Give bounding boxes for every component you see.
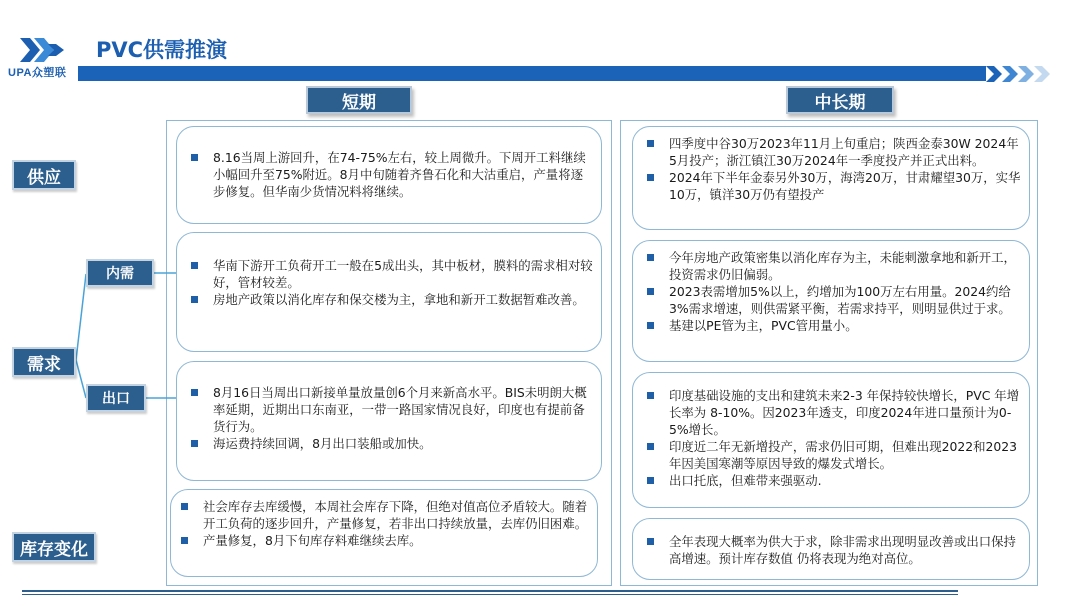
list-item: 社会库存去库缓慢，本周社会库存下降，但绝对值高位矛盾较大。随着开工负荷的逐步回升，产量修复，若非出口持续放量，去库仍旧困难。 (177, 498, 589, 532)
title-underline-bar (78, 66, 986, 81)
list-item: 海运费持续回调，8月出口装船或加快。 (187, 435, 593, 452)
list-item: 四季度中谷30万2023年11月上旬重启；陕西金泰30W 2024年5月投产；浙江镇江30万2024年一季度投产并正式出料。 (643, 135, 1021, 169)
row-label-supply: 供应 (12, 160, 76, 190)
list-item: 印度近二年无新增投产，需求仍旧可期，但难出现2022和2023年因美国寒潮等原因导致的爆发式增长。 (643, 438, 1021, 472)
list-item: 基建以PE管为主，PVC管用量小。 (643, 317, 1021, 334)
long-domestic-card (632, 240, 1030, 362)
list-item: 印度基础设施的支出和建筑未来2-3 年保持较快增长，PVC 年增长率为 8-10%。因2023年透支，印度2024年进口量预计为0-5%增长。 (643, 387, 1021, 438)
long-export-card (632, 372, 1030, 508)
long-inventory-card (632, 518, 1030, 580)
chevron-arrows-icon (984, 64, 1056, 84)
list-item: 2024年下半年金泰另外30万，海湾20万，甘肃耀望30万，实华10万，镇洋30万仍有望投产 (643, 169, 1021, 203)
list-item: 华南下游开工负荷开工一般在5成出头，其中板材，膜料的需求相对较好，管材较差。 (187, 257, 593, 291)
company-logo-icon (18, 34, 68, 66)
long-supply-card (632, 126, 1030, 230)
list-item: 出口托底，但难带来强驱动. (643, 472, 1021, 489)
list-item: 8月16日当周出口新接单量放量创6个月来新高水平。BIS未明朗大概率延期，近期出口东南亚，一带一路国家情况良好，印度也有提前备货行为。 (187, 384, 593, 435)
logo-text: UPA众塑联 (8, 67, 67, 79)
column-header-short-term: 短期 (306, 86, 412, 114)
row-label-demand: 需求 (12, 347, 76, 377)
list-item: 今年房地产政策密集以消化库存为主，未能刺激拿地和新开工，投资需求仍旧偏弱。 (643, 249, 1021, 283)
short-inventory-card (170, 489, 598, 577)
short-supply-card (176, 126, 602, 224)
page-title: PVC供需推演 (96, 38, 228, 62)
row-label-domestic-demand: 内需 (86, 259, 154, 287)
list-item: 产量修复，8月下旬库存料难继续去库。 (177, 532, 589, 549)
column-header-long-term: 中长期 (786, 86, 894, 114)
row-label-inventory: 库存变化 (12, 532, 96, 562)
short-export-card (176, 361, 602, 481)
list-item: 全年表现大概率为供大于求，除非需求出现明显改善或出口保持高增速。预计库存数值 仍将表现为绝对高位。 (643, 533, 1021, 567)
footer-divider-thin (22, 594, 958, 595)
list-item: 房地产政策以消化库存和保交楼为主，拿地和新开工数据暂难改善。 (187, 291, 593, 308)
row-label-export: 出口 (86, 384, 146, 412)
list-item: 8.16当周上游回升，在74-75%左右，较上周微升。下周开工料继续小幅回升至75%附近。8月中旬随着齐鲁石化和大沽重启，产量将逐步修复。但华南少货情况料将继续。 (187, 149, 593, 200)
footer-divider (22, 590, 958, 592)
short-domestic-card (176, 232, 602, 352)
list-item: 2023表需增加5%以上，约增加为100万左右用量。2024约给3%需求增速，则供需紧平衡，若需求持平，则明显供过于求。 (643, 283, 1021, 317)
